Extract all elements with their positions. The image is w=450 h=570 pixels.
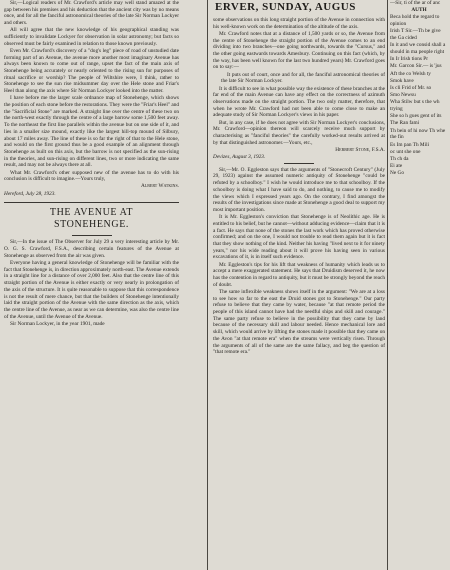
letter-paragraph: Sir Norman Lockyer, in the year 1901, made [10, 320, 105, 327]
cropped-text: Wha Stilw but s the wh trying [390, 99, 440, 113]
letter-paragraph: It is difficult to see in what possible way the existence of these branches at the far end of the main Avenue can have any effect on the correctness of azimuth observations made on the straight portion. The two only matter, therefore, that when he wrote Mr. Crawford had not been able to come close to make an adequate study of Sir Norman Lockyer's views in his paper. [213, 85, 385, 119]
letter-paragraph: But, in any case, if he does not agree with Sir Norman Lockyer's conclusions, Mr. Crawford—opinion thereon will scarcely receive much support by characterising as "fanciful theories" the carefully worked-out results arrived at by that distinguished astronomer.—Yours, etc., [213, 119, 385, 146]
letter-signature: Albert Watkins. [140, 183, 179, 190]
cropped-text: Mr. Garcon Sir.— is 'jus [390, 63, 442, 70]
cropped-text: Is cli Frid of Mr. so [390, 84, 432, 91]
headline-divider [72, 235, 112, 236]
letter-paragraph: Even Mr. Crawford's discovery of a "dog's leg" piece of road of unstudied date forming part of an Avenue, the avenue more another most imaginary Avenue has always been known to come out of range, upset the fact of the main axis of Stonehenge being accurately or nearly oriented to the rising sun for purposes of ritual sacrifice or worship? The people of Wiltshire were, I think, rather to Stonehenge to see the sun rise midsummer day over the Hele stone and Friar's Heel than along the axis where Sir Norman Lockyer looked into the matter. [4, 47, 179, 95]
letter-paragraph: It is Mr. Eggleston's conviction that Stonehenge is of Neolithic age. He is entitled to his belief, but he cannot—without adducing evidence—claim that it is a fact. He says that none of the stones the last work which has proved otherwise confirmed; and on the one, I would not trouble to read them again but it is fact that they show nothing of the kind. Neither his having "lived next to it for ninety years," nor his wide reading about it will prove his having seen in various excavations of it, is in itself such evidence. [213, 214, 385, 261]
column-rule-1 [207, 0, 208, 570]
letter-paragraph: The same inflexible weakness shows itself in the argument: "We are at a loss to see how so far to the east the Druid stones got to Stonehenge." Our party refuse to believe that they came by water, because "at that remote period the people of this island cannot have had the needful ships and skill and courage." The same party refuse to believe in the possibility that they came by land because of the necessary skill and labour needed. Hence mechanical lore and skill, which would arrive by lifting the stones made it possible that they came on the Avon "at that remote era" when the streams were vertically risen. Through the arguments of all of the same are the same fallacy, and beg the question of "that remote era." [213, 288, 385, 356]
column-rule-2 [387, 0, 388, 570]
letter-signature: Herbert Stone, F.S.A. [335, 146, 385, 153]
letter-paragraph: Sir,—Logical readers of Mr. Crawford's article may well stand amazed at the gap between his premises and his deduction that the ancient city was by no means once, and for all the fanciful astronomical theories of the late Sir Norman Lockyer and others. [4, 0, 179, 27]
letter-divider [284, 163, 314, 164]
cropped-text: Smok have [390, 77, 414, 84]
column-right-cropped [390, 0, 448, 570]
cropped-text: Ei ate [390, 163, 403, 170]
letter-paragraph: Everyone having a general knowledge of Stonehenge will be familiar with the fact that Stonehenge is, in direction approximately north-east. The Avenue extends in a straight line for a distance of over 2,000 feet. Also that the centre line of this straight portion of the Avenue is either exactly or very nearly in prolongation of the axis of the structure. It is quite reasonable to suppose that this correspondence is not the result of mere chance, but that the builders of Stonehenge intentionally laid the straight portion of the Avenue with the same direction as the axis, which the centre line of the Avenue, as near as we can determine, was also the centre line of the Avenue, until the Avenue of the Avenue. [4, 260, 179, 320]
cropped-text: The Ran fami [390, 120, 420, 127]
cropped-text: Aft the co Welsh ty [390, 70, 431, 77]
letter-paragraph: Sir,—Mr. O. Eggleston says that the arguments of "Stonecroft Century" (July 29, 1923) against the assumed numeric antiquity of Stonehenge "could be refuted by a schoolboy." I wish he would introduce me to that schoolboy. If the schoolboy is doing what I have said to do, and nothing, to cause me to modify the views which I expressed years ago. On the contrary, I find amongst the results of the investigations since made at Stonehenge a good deal to support my most important position. [213, 166, 385, 213]
cropped-text: Irish T Sir.—Th be give the Ga cided [390, 28, 441, 42]
cropped-text: Th ch da [390, 155, 409, 162]
cropped-text: In it and we consid shall a should in ma people right [390, 42, 446, 55]
cropped-text: Ne Go [390, 170, 404, 177]
cropped-text: In Ir Irish tions Pr [390, 56, 428, 63]
letter-paragraph: some observations on this long straight portion of the Avenue in connection with his well-known work on the determination of the altitude of the axis. [213, 17, 385, 30]
headline-line-1: THE AVENUE AT [49, 207, 134, 219]
letter-paragraph: Mr. Crawford notes that at a distance of 1,500 yards or so, the Avenue from the centre of Stonehenge the straight portion of the Avenue comes to an end dividing into two branches—one going northwards, towards the "Cursus," and the other going eastwards towards Amesbury. Continuing on this fact (which, by the way, has been well known for the last two hundred years) Mr. Crawford goes on to say:— [213, 30, 385, 71]
cropped-text: —Sir, ti of the ar of anc [390, 0, 441, 6]
letter-quote: It puts out of court, once and for all, the fanciful astronomical theories of the late Sir Norman Lockyer. [221, 71, 385, 85]
article-headline [4, 207, 179, 231]
cropped-text: Es Im pan Th Mili [390, 141, 430, 148]
headline-line-2: STONEHENGE. [53, 219, 130, 231]
cropped-text: Smo Newsu [390, 92, 416, 99]
cropped-text: Beca hold the regard to opinion [390, 14, 440, 28]
letter-dateline: Hereford, July 28, 1923. [4, 190, 56, 197]
cropped-text: oc unt she one [390, 148, 421, 155]
letter-paragraph: Mr. Eggleston's tips for his lift that weakness of humanity which leads us to accept a mere exaggerated statement. He says that Druidism deserved it, he now has the contention in regard to antiquity, but it must be strongly beyond the reach of doubt. [213, 261, 385, 288]
letter-paragraph: What Mr. Crawford's other supposed new of the avenue has to do with his conclusion is difficult to imagine.—Yours truly, [4, 169, 179, 183]
letter-paragraph: I have before me the larger scale ordnance map of Stonehenge, which shows the position of each stone before the restorations. They were the "Friar's Heel" and the "Sacrificial Stone" are marked. A straight line over the centre of these two on the north-west exactly through the centre of a large barrow some 1,500 feet away. To the northeast the first line parallels within the avenue but on one side of it, and lies in a smaller size mound, exactly like the largest hill-top mound of Silbury, about 17 miles away. The line of these is so far the right of that to the Hele stone, and would on the first ground thus be a good example of an alignment through Stonehenge as built on this axis, but the barrow is not specified as the sun-rising in the theories, and sun-rising on different lines, two or more indicating the same result, and may not be always there at all. [4, 95, 179, 169]
letter-paragraph: Sir,—In the issue of The Observer for July 29 a very interesting article by Mr. O. G. S. Crawford, F.S.A., describing certain features of the Avenue at Stonehenge as observed from the air was given. [4, 239, 179, 259]
letter-paragraph: All will agree that the new knowledge of his geographical standing was sufficiently to invalidate Lockyer for observation in solar astronomy; but facts so observed must be fairly examined in relation to those known previously. [4, 27, 179, 47]
cropped-text: AUTH [411, 7, 427, 14]
section-divider [4, 202, 179, 203]
masthead: ERVER, SUNDAY, AUGUS [215, 1, 356, 13]
cropped-text: She so h gues gent of its [390, 113, 442, 120]
letter-dateline: Devizes, August 3, 1923. [213, 154, 266, 161]
column-middle [213, 17, 385, 570]
cropped-text: Th bein of hi now Th whe the fin [390, 127, 446, 141]
column-left [4, 0, 179, 570]
